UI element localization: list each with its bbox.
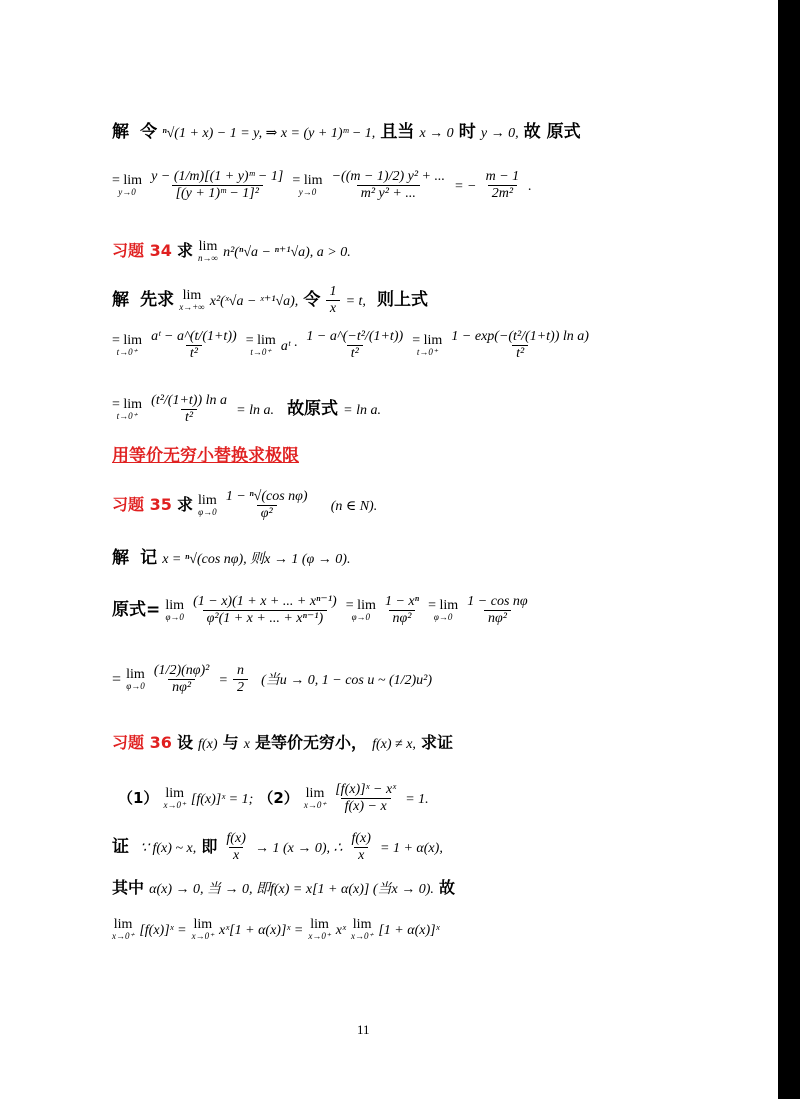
gu-text: 故 — [438, 878, 455, 897]
exercise-35-label: 习题 35 — [112, 495, 172, 514]
solution-intro-line — [112, 124, 581, 141]
equals-minus: = − — [454, 179, 477, 194]
final-limit-line — [112, 918, 440, 941]
part-2-label: （2） — [258, 789, 299, 807]
fraction: $\frac{\text{(1/2)(nφ)²}}{\text{nφ²}}$ — [153, 663, 210, 695]
limit-expr: lim x→0⁺ — [351, 917, 374, 941]
qiu-text: 求 — [176, 495, 193, 514]
limit-expr: lim φ→0 — [126, 667, 145, 691]
qiu-text: 求 — [176, 241, 193, 260]
fraction: $\frac{\text{1 − exp(−(t²/(1+t)) ln a)}}{\text{t²}}$ — [451, 329, 589, 361]
proof-36-line — [112, 832, 443, 863]
fraction: $\frac{f(x)}{x}$ — [226, 831, 246, 863]
limit-expr: = lim φ→0 — [428, 598, 459, 622]
exercise-36-label: 习题 36 — [112, 733, 172, 752]
limit-body: xˣ[1 + α(x)]ˣ = — [219, 923, 304, 938]
proof-limit: → 1 (x → 0), ∴ — [254, 841, 343, 856]
fraction: $\frac{f(x)}{x}$ — [351, 831, 371, 863]
yu-text: 与 — [222, 733, 239, 752]
fraction: $\frac{\text{(1 − x)(1 + x + ... + xⁿ⁻¹)}}{\text{φ²(1 + x + ... + xⁿ⁻¹)}}$ — [193, 594, 337, 626]
final-result: = ln a. — [343, 403, 381, 418]
yuanshi-label: 原式= — [112, 600, 161, 620]
substitution-expr: ⁿ√(1 + x) − 1 = y, ⇒ x = (y + 1)ᵐ − 1, — [162, 126, 376, 141]
period: . — [528, 179, 532, 194]
solution-34-intro — [112, 285, 428, 316]
jie-label: 解 — [112, 548, 129, 568]
condition-x: x → 0 — [419, 126, 454, 141]
fraction: $\frac{\text{1 − a\textasciicircum{}(−t²/(1+t))}}{\text{t²}}$ — [306, 329, 404, 361]
ling-text: 令 — [303, 290, 321, 310]
exercise-34-label: 习题 34 — [112, 241, 172, 260]
fraction: $\frac{\text{1 − xⁿ}}{\text{nφ²}}$ — [384, 594, 420, 626]
proof-premise: ∵ f(x) ~ x, — [140, 841, 197, 856]
jie-label: 解 — [112, 290, 129, 310]
equation-line-1 — [112, 170, 532, 201]
solution-35-intro — [112, 550, 350, 567]
limit-expr: = lim t→0⁺ — [112, 397, 143, 421]
limit-body: x²(ˣ√a − ˣ⁺¹√a), — [209, 294, 299, 309]
limit-expr: = lim t→0⁺ — [245, 333, 276, 357]
zheng-label: 证 — [112, 837, 129, 857]
limit-expr: = lim t→0⁺ — [112, 333, 143, 357]
proof-result: = 1 + α(x), — [380, 841, 443, 856]
a-power-t: aᵗ · — [280, 339, 298, 354]
limit-expr: lim n→∞ — [198, 239, 218, 263]
equivalence-note: (当u → 0, 1 − cos u ~ (1/2)u²) — [261, 673, 433, 688]
condition-y: y → 0, — [480, 126, 519, 141]
fraction: $\frac{1}{x}$ — [326, 285, 341, 316]
part-2-end: = 1. — [405, 792, 429, 807]
condition: f(x) ≠ x, — [372, 737, 416, 752]
fraction: $\frac{m - 1}{\text{2m²}}$ — [485, 169, 520, 201]
fx-expr: f(x) — [198, 737, 218, 752]
limit-expr: = lim φ→0 — [345, 598, 376, 622]
solution-35-line-1 — [112, 595, 532, 626]
limit-expr: lim x→0⁺ — [112, 917, 135, 941]
ling-text: 令 — [140, 122, 158, 142]
fraction: $\frac{\text{y − (1/m)[(1 + y)ᵐ − 1]}}{\text{[(y + 1)ᵐ − 1]²}}$ — [151, 169, 284, 201]
xian-qiu-text: 先求 — [140, 290, 175, 310]
qizhong-expr: α(x) → 0, 当 → 0, 即f(x) = x[1 + α(x)] (当x → 0). — [149, 882, 434, 897]
result-ln-a: = ln a. — [236, 403, 274, 418]
she-text: 设 — [176, 733, 193, 752]
limit-expr: lim x→+∞ — [179, 288, 205, 312]
limit-body: xˣ — [335, 923, 346, 938]
fraction: $\frac{\text{1 − ⁿ√(cos nφ)}}{\text{φ²}}$ — [225, 489, 308, 521]
part-1-expr: [f(x)]ˣ = 1; — [190, 792, 254, 807]
exercise-36-parts — [118, 783, 429, 814]
exercise-35-line — [112, 490, 377, 521]
equals: = — [112, 671, 122, 688]
limit-body: [f(x)]ˣ = — [139, 923, 187, 938]
part-1-label: （1） — [118, 789, 159, 807]
solution-34-line-1 — [112, 330, 593, 361]
fraction: $\frac{\text{(t²/(1+t)) ln a}}{\text{t²}}$ — [151, 393, 228, 425]
equivalence-text: 是等价无穷小， — [255, 733, 368, 752]
qizhong-text: 其中 — [112, 878, 145, 897]
ji-text: 记 — [140, 548, 158, 568]
ji-text: 即 — [201, 837, 218, 856]
substitution-expr: x = ⁿ√(cos nφ), 则x → 1 (φ → 0). — [162, 552, 351, 567]
limit-expr: lim x→0⁺ — [308, 917, 331, 941]
limit-expr: lim x→0⁺ — [191, 917, 214, 941]
equals-t: = t, — [345, 294, 366, 309]
fraction: $\frac{\text{aᵗ − a\textasciicircum{}(t/(1+t))}}{\text{t²}}$ — [151, 329, 237, 361]
x-var: x — [243, 737, 250, 752]
qiuzheng-text: 求证 — [421, 733, 454, 752]
equals: = — [218, 673, 228, 688]
exercise-34-expr: n²(ⁿ√a − ⁿ⁺¹√a), a > 0. — [223, 245, 351, 260]
limit-expr: lim x→0⁺ — [163, 786, 186, 810]
limit-expr: lim x→0⁺ — [303, 786, 327, 810]
qizhong-line — [112, 880, 455, 897]
fraction: $\frac{\text{1 − cos nφ}}{\text{nφ²}}$ — [467, 594, 528, 626]
ze-shangshi-text: 则上式 — [377, 290, 429, 310]
section-title: 用等价无穷小替换求极限 — [112, 446, 299, 466]
shi-text: 时 — [458, 122, 476, 142]
limit-expr: lim φ→0 — [165, 598, 185, 622]
fraction: $\frac{\text{−((m − 1)/2) y² + ...}}{\text{m² y² + ...}}$ — [331, 169, 445, 201]
limit-expr: = lim t→0⁺ — [412, 333, 443, 357]
limit-expr: = lim y→0 — [292, 173, 323, 197]
exercise-34-line — [112, 240, 351, 263]
fraction: $\frac{n}{2}$ — [233, 664, 248, 695]
jie-label: 解 — [112, 122, 129, 142]
page-number: 11 — [357, 1022, 370, 1037]
fraction: $\frac{\text{[f(x)]ˣ − xˣ}}{f(x) - x}$ — [335, 782, 397, 814]
solution-34-line-2 — [112, 394, 381, 425]
solution-35-line-2 — [112, 664, 432, 695]
gu-yuanshi-text: 故 原式 — [523, 122, 581, 142]
gu-yuanshi-text: 故原式 — [287, 399, 339, 419]
limit-expr: lim φ→0 — [198, 493, 217, 517]
qie-dang-text: 且当 — [380, 122, 415, 142]
limit-body: [1 + α(x)]ˣ — [378, 923, 440, 938]
exercise-36-line — [112, 735, 453, 752]
limit-expr: = lim y→0 — [112, 173, 143, 197]
condition: (n ∈ N). — [330, 499, 378, 514]
